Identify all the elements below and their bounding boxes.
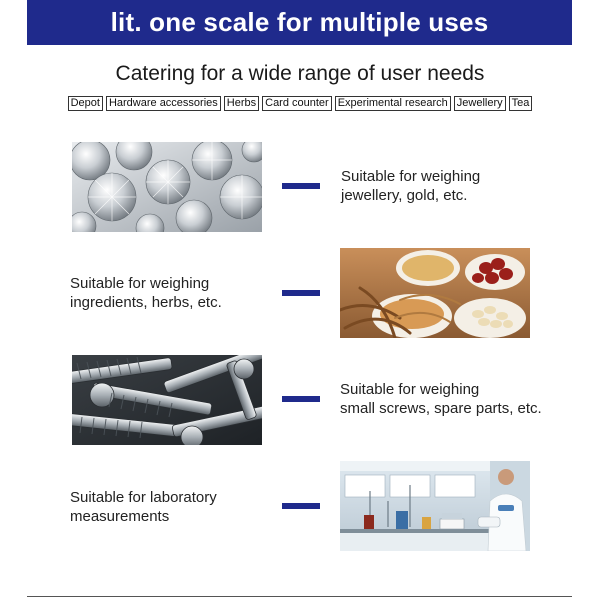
connector-dash-3 <box>282 396 320 402</box>
caption-laboratory <box>70 488 217 526</box>
caption-line: Suitable for laboratory <box>70 489 217 506</box>
tag-herbs: Herbs <box>224 96 259 111</box>
subtitle: Catering for a wide range of user needs <box>115 62 485 85</box>
caption-screws <box>340 380 542 418</box>
caption-line: measurements <box>70 508 170 525</box>
caption-line: small screws, spare parts, etc. <box>340 400 542 417</box>
caption-line: jewellery, gold, etc. <box>341 187 468 204</box>
diamonds-photo <box>72 142 262 232</box>
title-banner <box>27 0 572 45</box>
tag-experimental-research: Experimental research <box>335 96 451 111</box>
connector-dash-1 <box>282 183 320 189</box>
connector-dash-2 <box>282 290 320 296</box>
tag-jewellery: Jewellery <box>454 96 506 111</box>
herbs-photo <box>340 248 530 338</box>
caption-jewellery <box>341 167 480 205</box>
caption-line: Suitable for weighing <box>341 168 481 185</box>
laboratory-photo <box>340 461 530 551</box>
tag-depot: Depot <box>68 96 103 111</box>
connector-dash-4 <box>282 503 320 509</box>
tag-card-counter: Card counter <box>262 96 332 111</box>
caption-line: ingredients, herbs, etc. <box>70 294 222 311</box>
caption-herbs <box>70 274 222 312</box>
screws-photo <box>72 355 262 445</box>
tag-tea: Tea <box>509 96 533 111</box>
caption-line: Suitable for weighing <box>70 275 210 292</box>
tag-list <box>0 96 600 111</box>
bottom-divider <box>27 596 572 597</box>
banner-title: lit. one scale for multiple uses <box>110 7 489 37</box>
caption-line: Suitable for weighing <box>340 381 480 398</box>
tag-hardware-accessories: Hardware accessories <box>106 96 221 111</box>
